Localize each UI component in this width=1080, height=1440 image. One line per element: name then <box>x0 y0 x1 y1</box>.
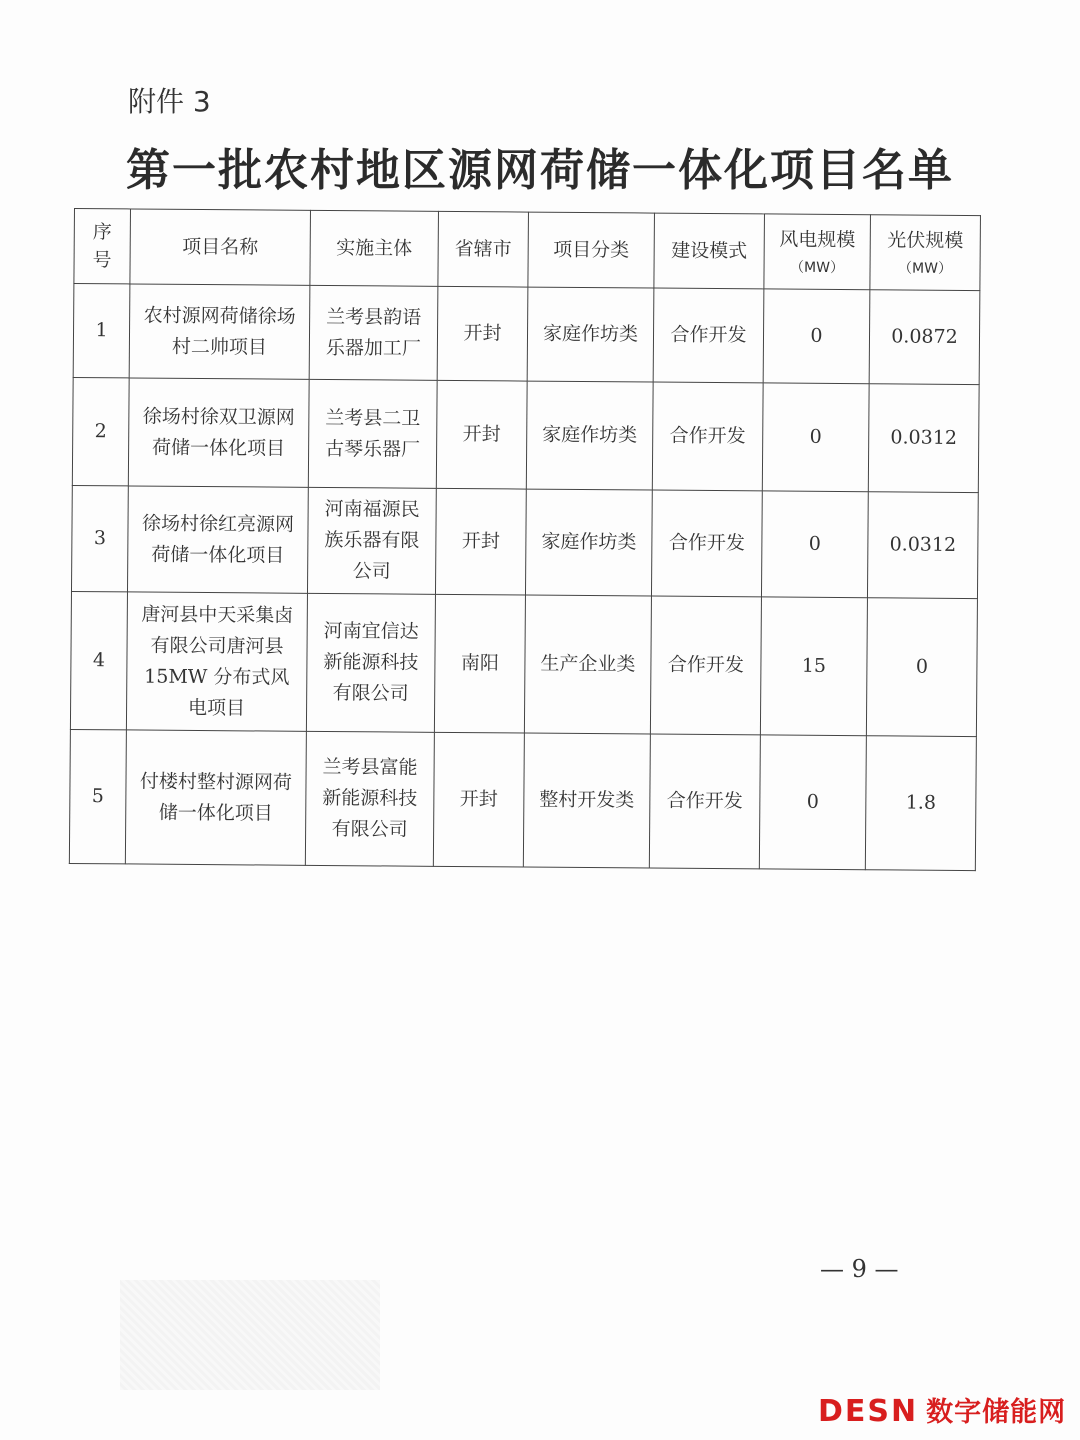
cell-solar: 0.0312 <box>867 492 978 599</box>
cell-category: 家庭作坊类 <box>527 287 654 382</box>
cell-project-name: 农村源网荷储徐场村二帅项目 <box>129 284 310 379</box>
cell-category: 家庭作坊类 <box>526 381 653 490</box>
project-list-table <box>69 208 981 871</box>
cell-city: 开封 <box>436 380 527 489</box>
cell-solar: 1.8 <box>865 736 976 871</box>
scan-smudge <box>120 1280 380 1390</box>
cell-mode: 合作开发 <box>649 734 760 869</box>
cell-entity: 河南宜信达新能源科技有限公司 <box>306 593 435 732</box>
header-wind <box>764 214 871 290</box>
cell-wind: 15 <box>760 597 867 736</box>
cell-mode: 合作开发 <box>652 382 763 491</box>
cell-project-name: 徐场村徐红亮源网荷储一体化项目 <box>127 486 308 593</box>
header-project-name: 项目名称 <box>130 209 311 285</box>
table-row <box>72 377 979 492</box>
cell-mode: 合作开发 <box>653 288 764 383</box>
table-row <box>73 284 980 385</box>
cell-index: 3 <box>71 485 128 591</box>
cell-entity: 兰考县韵语乐器加工厂 <box>309 285 438 380</box>
cell-index: 4 <box>70 591 127 729</box>
cell-index: 2 <box>72 377 129 485</box>
cell-city: 开封 <box>433 732 524 867</box>
header-solar-label: 光伏规模 <box>887 228 964 252</box>
table-row <box>71 485 978 598</box>
cell-index: 1 <box>73 284 130 378</box>
cell-city: 南阳 <box>434 594 525 733</box>
header-index: 序号 <box>74 209 131 284</box>
header-city: 省辖市 <box>438 211 529 287</box>
header-entity: 实施主体 <box>310 210 439 286</box>
cell-city: 开封 <box>435 488 526 595</box>
header-solar <box>870 215 981 291</box>
attachment-label: 附件 3 <box>128 85 211 118</box>
cell-index: 5 <box>69 729 126 863</box>
cell-entity: 河南福源民族乐器有限公司 <box>307 487 436 594</box>
cell-mode: 合作开发 <box>650 596 761 735</box>
cell-category: 整村开发类 <box>523 733 650 868</box>
cell-solar: 0 <box>866 598 977 737</box>
header-wind-label: 风电规模 <box>779 228 856 251</box>
page-number: — 9 — <box>820 1255 899 1283</box>
cell-wind: 0 <box>762 383 869 492</box>
cell-entity: 兰考县二卫古琴乐器厂 <box>308 379 437 488</box>
cell-project-name: 付楼村整村源网荷储一体化项目 <box>125 730 306 865</box>
header-category: 项目分类 <box>528 212 655 288</box>
cell-project-name: 徐场村徐双卫源网荷储一体化项目 <box>128 378 309 487</box>
cell-project-name: 唐河县中天采集卤有限公司唐河县 15MW 分布式风电项目 <box>126 592 307 731</box>
cell-wind: 0 <box>761 491 868 598</box>
table-row <box>70 591 977 736</box>
cell-category: 家庭作坊类 <box>525 489 652 596</box>
cell-city: 开封 <box>437 286 528 381</box>
header-mode: 建设模式 <box>654 213 765 289</box>
cell-wind: 0 <box>759 735 866 870</box>
cell-mode: 合作开发 <box>651 490 762 597</box>
cell-category: 生产企业类 <box>524 595 651 734</box>
table-row <box>69 729 976 870</box>
cell-entity: 兰考县富能新能源科技有限公司 <box>305 731 434 866</box>
table-header-row <box>74 209 981 291</box>
brand-cn: 数字储能网 <box>926 1397 1067 1428</box>
header-solar-unit: （MW） <box>898 259 953 277</box>
document-title: 第一批农村地区源网荷储一体化项目名单 <box>126 145 954 196</box>
desn-watermark-logo <box>818 1390 1066 1429</box>
cell-wind: 0 <box>763 289 870 384</box>
cell-solar: 0.0872 <box>869 290 980 385</box>
cell-solar: 0.0312 <box>868 384 979 493</box>
header-wind-unit: （MW） <box>790 259 845 276</box>
brand-en: DESN <box>818 1394 919 1429</box>
